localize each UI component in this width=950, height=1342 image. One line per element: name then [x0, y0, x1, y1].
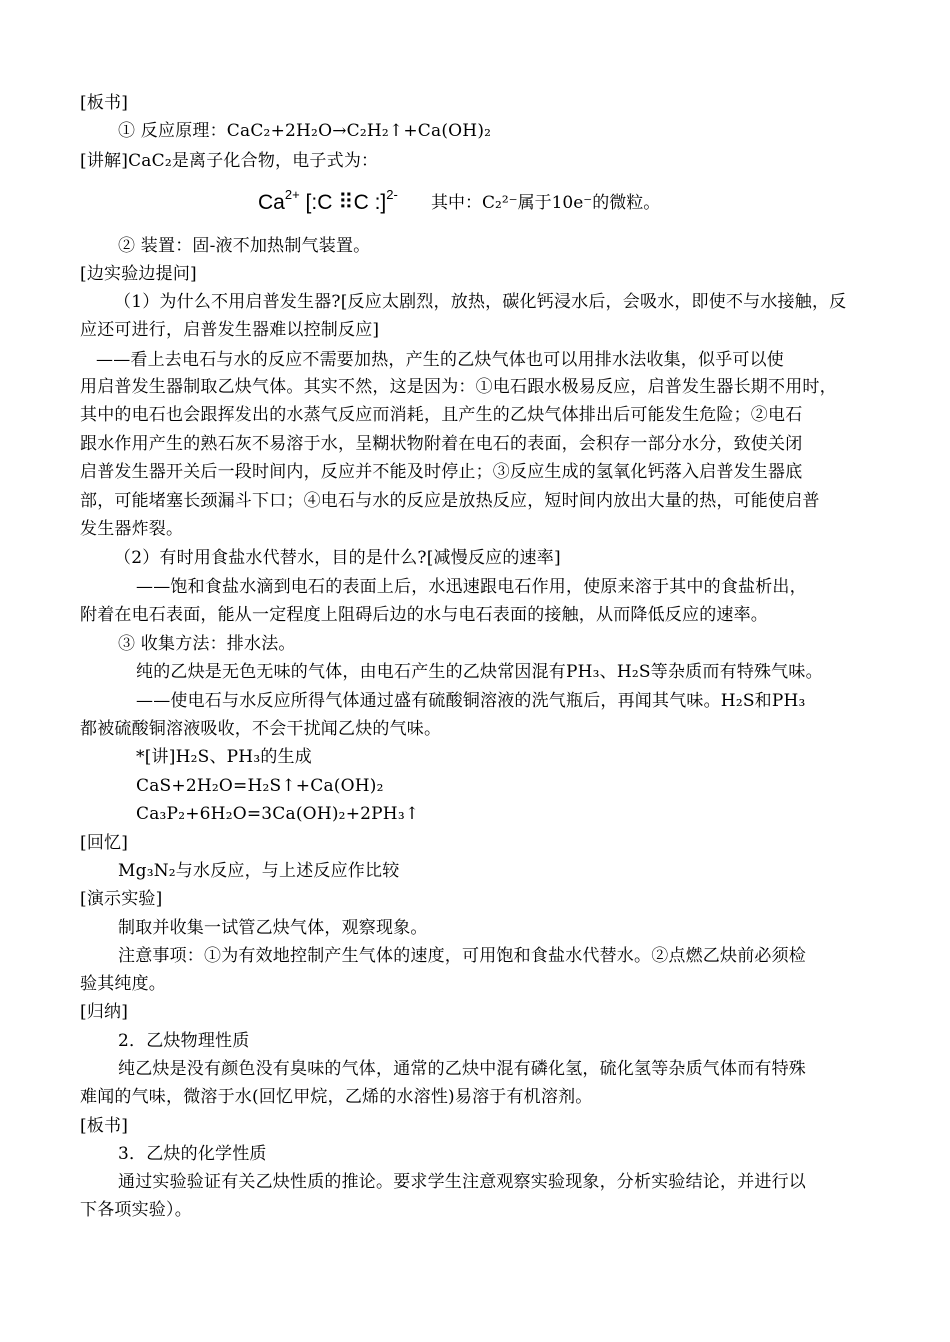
section-label: [回忆] [80, 833, 129, 853]
paragraph-line: 都被硫酸铜溶液吸收，不会干扰闻乙炔的气味。 [80, 719, 442, 739]
paragraph-line: 通过实验验证有关乙炔性质的推论。要求学生注意观察实验现象，分析实验结论，并进行以 [118, 1172, 806, 1192]
section-label: [演示实验] [80, 889, 163, 909]
reaction-principle: ① 反应原理：CaC₂+2H₂O→C₂H₂↑+Ca(OH)₂ [118, 121, 492, 141]
paragraph-line: ——看上去电石与水的反应不需要加热，产生的乙炔气体也可以用排水法收集，似乎可以使 [96, 350, 784, 370]
paragraph-line: 下各项实验）。 [80, 1200, 192, 1220]
section-label: [板书] [80, 1116, 129, 1136]
question-1: （1）为什么不用启普发生器?[反应太剧烈，放热，碳化钙浸水后，会吸水，即使不与水接触，反 [114, 292, 847, 312]
paragraph-line: 发生器炸裂。 [80, 519, 184, 539]
paragraph-line: 用启普发生器制取乙炔气体。其实不然，这是因为：①电石跟水极易反应，启普发生器长期不用时， [80, 377, 837, 397]
paragraph-line: 制取并收集一试管乙炔气体，观察现象。 [118, 918, 428, 938]
equation: CaS+2H₂O=H₂S↑+Ca(OH)₂ [136, 776, 384, 796]
sub-heading: *[讲]H₂S、PH₃的生成 [136, 747, 312, 767]
anion-charge: 2- [386, 187, 398, 202]
paragraph-line: 附着在电石表面，能从一定程度上阻碍后边的水与电石表面的接触，从而降低反应的速率。 [80, 605, 768, 625]
lewis-note: 其中：C₂²⁻属于10e⁻的微粒。 [431, 193, 661, 213]
collection-method: ③ 收集方法：排水法。 [118, 634, 296, 654]
section-label: [归纳] [80, 1002, 129, 1022]
section-label: [板书] [80, 93, 129, 113]
paragraph-line: 注意事项：①为有效地控制产生气体的速度，可用饱和食盐水代替水。②点燃乙炔前必须检 [118, 946, 806, 966]
heading-chemical-properties: 3．乙炔的化学性质 [118, 1144, 267, 1164]
heading-physical-properties: 2．乙炔物理性质 [118, 1031, 250, 1051]
anion: [:C ⠿C :] [305, 191, 387, 214]
apparatus-line: ② 装置：固-液不加热制气装置。 [118, 236, 371, 256]
electron-formula [258, 177, 398, 213]
paragraph-line: 其中的电石也会跟挥发出的水蒸气反应而消耗，且产生的乙炔气体排出后可能发生危险；②电石 [80, 405, 803, 425]
paragraph-line: 跟水作用产生的熟石灰不易溶于水，呈糊状物附着在电石的表面，会积存一部分水分，致使关闭 [80, 434, 803, 454]
paragraph-line: 应还可进行，启普发生器难以控制反应] [80, 320, 380, 340]
cation-charge: 2+ [284, 187, 300, 202]
paragraph-line: ——使电石与水反应所得气体通过盛有硫酸铜溶液的洗气瓶后，再闻其气味。H₂S和PH₃ [136, 691, 806, 711]
paragraph-line: 纯的乙炔是无色无味的气体，由电石产生的乙炔常因混有PH₃、H₂S等杂质而有特殊气味。 [136, 662, 823, 682]
question-2: （2）有时用食盐水代替水，目的是什么?[减慢反应的速率] [114, 548, 561, 568]
paragraph-line: 启普发生器开关后一段时间内，反应并不能及时停止；③反应生成的氢氧化钙落入启普发生器底 [80, 462, 803, 482]
paragraph-line: 部，可能堵塞长颈漏斗下口；④电石与水的反应是放热反应，短时间内放出大量的热，可能使启普 [80, 491, 820, 511]
section-label: [边实验边提问] [80, 264, 197, 284]
paragraph-line: 难闻的气味，微溶于水(回忆甲烷，乙烯的水溶性)易溶于有机溶剂。 [80, 1087, 593, 1107]
paragraph-line: ——饱和食盐水滴到电石的表面上后，水迅速跟电石作用，使原来溶于其中的食盐析出， [136, 577, 807, 597]
equation: Ca₃P₂+6H₂O=3Ca(OH)₂+2PH₃↑ [136, 804, 420, 824]
cation: Ca [258, 191, 285, 214]
explanation-line: [讲解]CaC₂是离子化合物，电子式为： [80, 151, 379, 171]
paragraph-line: 纯乙炔是没有颜色没有臭味的气体，通常的乙炔中混有磷化氢，硫化氢等杂质气体而有特殊 [118, 1059, 806, 1079]
paragraph-line: Mg₃N₂与水反应，与上述反应作比较 [118, 861, 400, 881]
paragraph-line: 验其纯度。 [80, 974, 166, 994]
